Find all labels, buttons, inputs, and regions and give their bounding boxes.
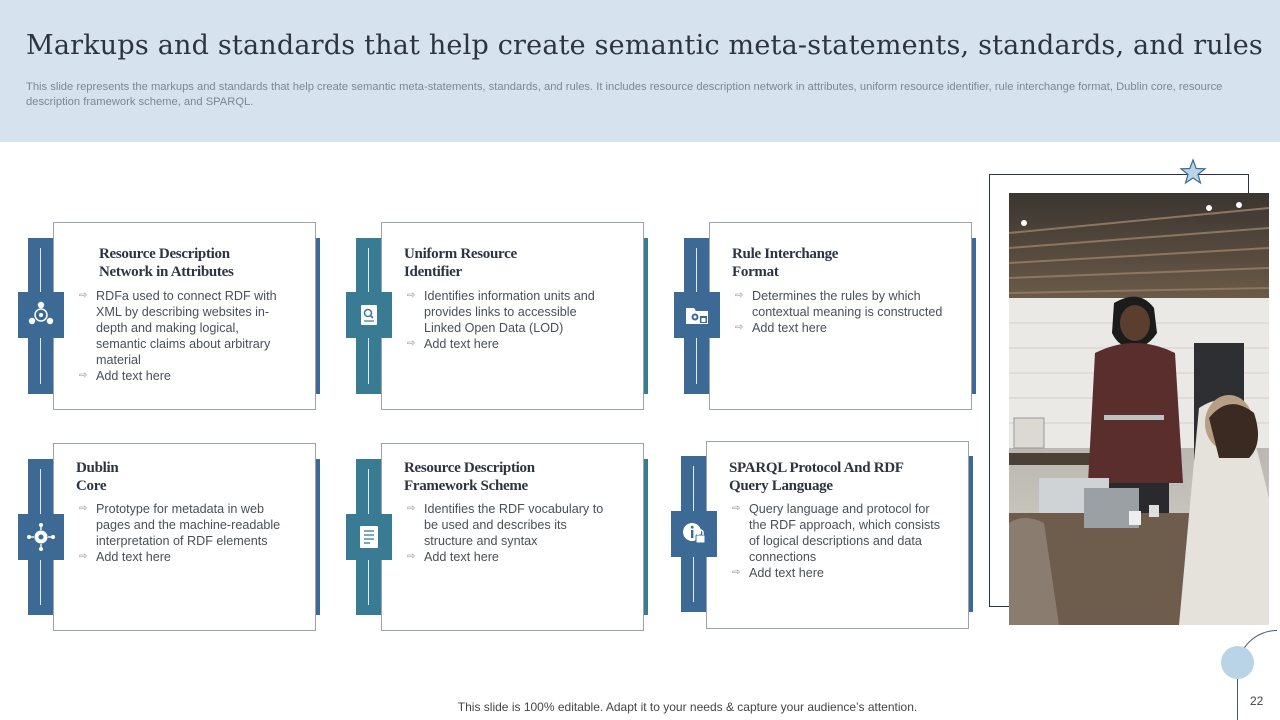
card-bullets: [407, 288, 617, 352]
card-title: Resource Description Network in Attributes: [99, 246, 234, 280]
decorative-dot: [1221, 646, 1254, 679]
card-title: Resource Description Framework Scheme: [404, 460, 535, 494]
card-bullets: [732, 501, 947, 581]
list-item: ⇨ Add text here: [79, 550, 171, 564]
gear-network-icon: [18, 514, 64, 560]
card-bullets: [407, 501, 619, 565]
list-item: ⇨ Add text here: [407, 550, 499, 564]
network-people-icon: [18, 292, 64, 338]
slide-title: Markups and standards that help create semantic meta-statements, standards, and rules: [26, 30, 1263, 61]
list-item: ⇨ Query language and protocol for the RDF approach, which consists of logical descriptions and data connections: [732, 502, 941, 564]
document-search-icon: [346, 292, 392, 338]
slide-subtitle: This slide represents the markups and standards that help create semantic meta-statements, standards, and rules. It includes resource description network in attributes, uniform resource identifier, rule interchange format, Dublin core, resource description framework scheme, and SPARQL.: [26, 81, 1223, 108]
document-list-icon: [346, 514, 392, 560]
list-item: ⇨ Prototype for metadata in web pages and the machine-readable interpretation of RDF elements: [79, 502, 281, 548]
list-item: ⇨ RDFa used to connect RDF with XML by describing websites in-depth and making logical, semantic claims about arbitrary material: [79, 289, 277, 367]
list-item: ⇨ Add text here: [407, 337, 499, 351]
card-title: Dublin Core: [76, 460, 119, 494]
list-item: ⇨ Determines the rules by which contextual meaning is constructed: [735, 289, 943, 319]
list-item: ⇨ Add text here: [79, 369, 171, 383]
meeting-photo: [1009, 193, 1269, 625]
folder-settings-icon: [674, 292, 720, 338]
list-item: ⇨ Add text here: [732, 566, 824, 580]
list-item: ⇨ Identifies information units and provides links to accessible Linked Open Data (LOD): [407, 289, 595, 335]
card-title: SPARQL Protocol And RDF Query Language: [729, 460, 904, 494]
header-band: [0, 0, 1280, 142]
list-item: ⇨ Identifies the RDF vocabulary to be used and describes its structure and syntax: [407, 502, 604, 548]
card-bullets: [79, 288, 289, 384]
page-number: 22: [1250, 694, 1264, 708]
list-item: ⇨ Add text here: [735, 321, 827, 335]
card-bullets: [79, 501, 294, 565]
card-title: Rule Interchange Format: [732, 246, 839, 280]
card-title: Uniform Resource Identifier: [404, 246, 517, 280]
info-lock-icon: [671, 511, 717, 557]
star-icon: [1179, 158, 1207, 186]
card-bullets: [735, 288, 955, 336]
footer-note: This slide is 100% editable. Adapt it to your needs & capture your audience’s attention.: [457, 700, 918, 714]
